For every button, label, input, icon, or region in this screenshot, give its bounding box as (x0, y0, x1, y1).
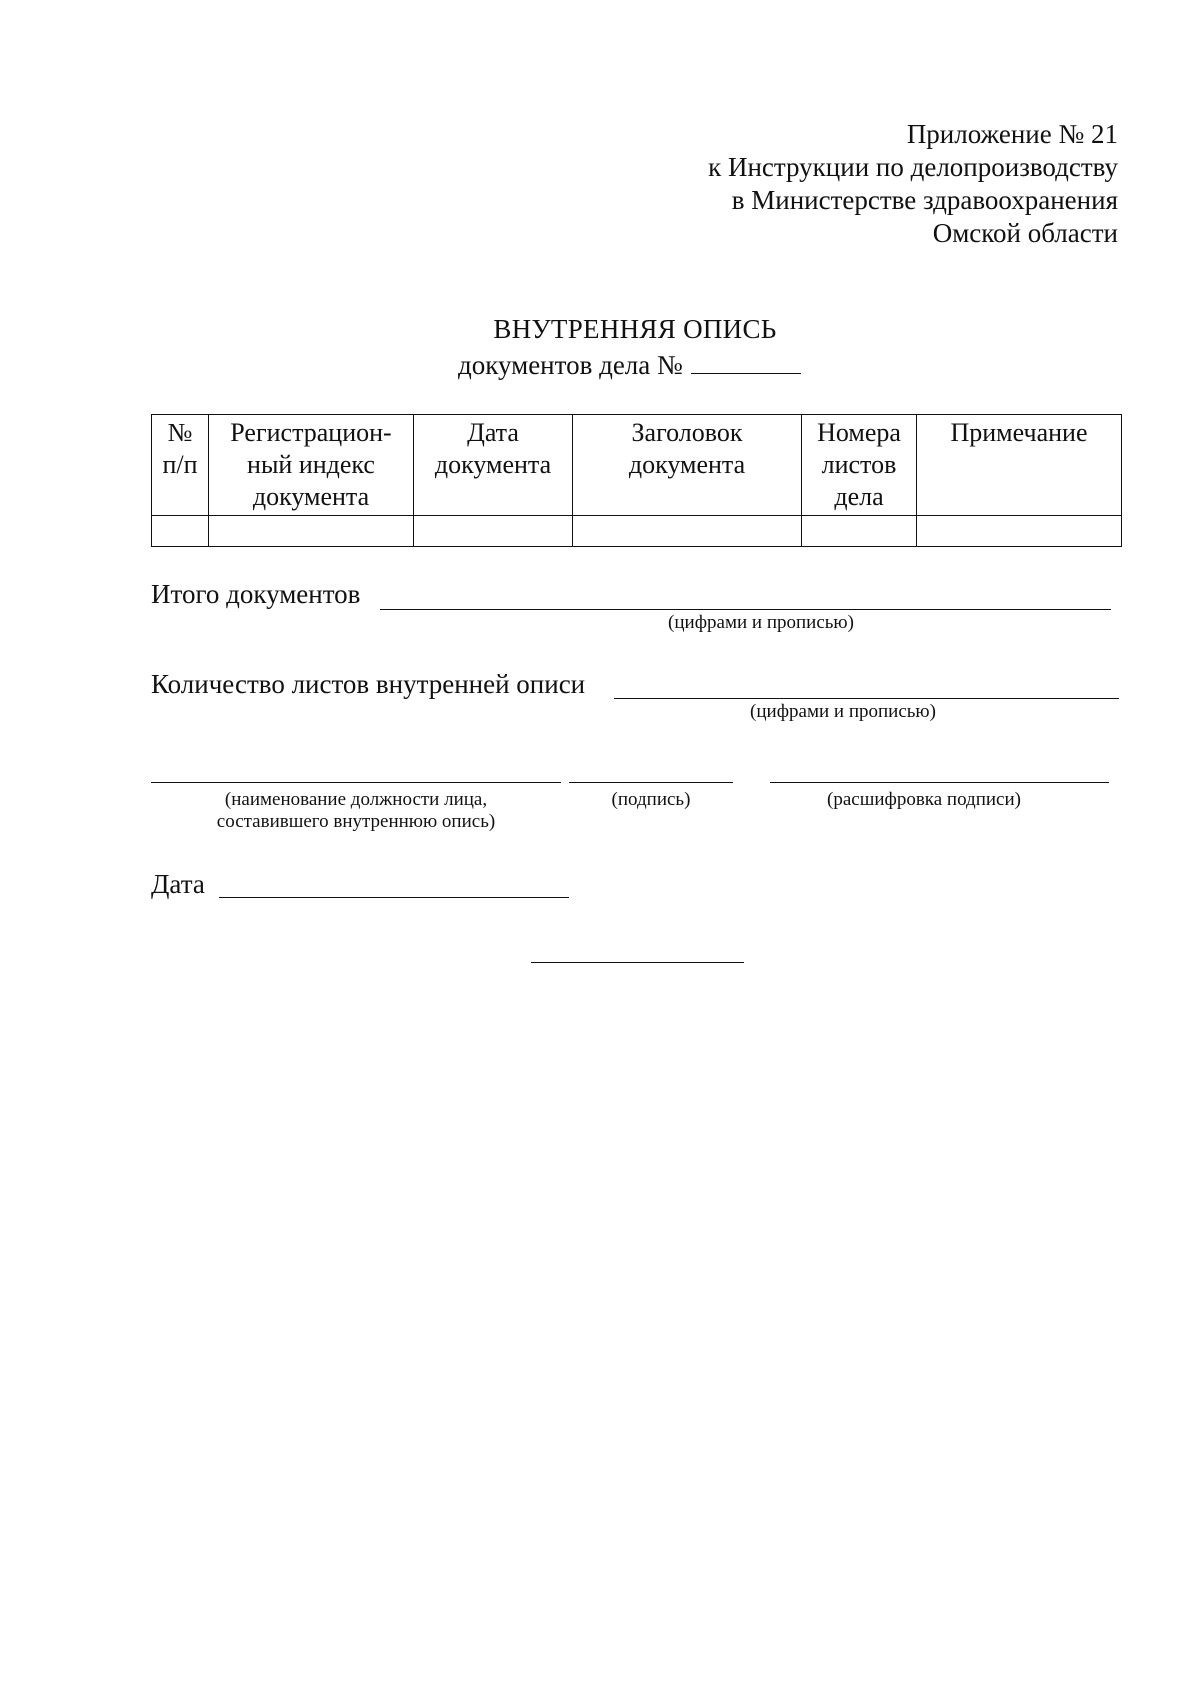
signature-field[interactable] (569, 782, 733, 783)
document-title: ВНУТРЕННЯЯ ОПИСЬ (493, 314, 777, 344)
cell-doc-title[interactable] (573, 516, 802, 547)
signature-hint: (подпись) (611, 789, 691, 810)
date-field[interactable] (219, 897, 569, 898)
cell-doc-date[interactable] (414, 516, 573, 547)
position-hint: (наименование должности лица, составившего внутреннюю опись) (216, 789, 496, 832)
header-doc-title: Заголовок документа (573, 415, 802, 516)
position-field[interactable] (151, 782, 561, 783)
header-doc-date: Дата документа (414, 415, 573, 516)
date-label: Дата (151, 869, 205, 899)
signature-decoding-hint: (расшифровка подписи) (827, 789, 1021, 810)
total-docs-label: Итого документов (151, 579, 361, 609)
cell-reg-index[interactable] (209, 516, 414, 547)
sheet-count-field[interactable] (614, 698, 1119, 699)
cell-note[interactable] (917, 516, 1122, 547)
header-sheet-numbers: Номера листов дела (802, 415, 917, 516)
end-separator (531, 962, 744, 963)
signature-decoding-field[interactable] (770, 782, 1109, 783)
total-docs-hint: (цифрами и прописью) (668, 612, 854, 633)
subtitle-text: документов дела № (458, 350, 683, 380)
attachment-number: Приложение № 21 (906, 119, 1118, 149)
sheet-count-hint: (цифрами и прописью) (750, 701, 936, 722)
inventory-table (151, 414, 1122, 547)
table-row (152, 516, 1122, 547)
table-header-row (152, 415, 1122, 516)
header-note: Примечание (917, 415, 1122, 516)
attachment-header (708, 118, 1118, 250)
total-docs-field[interactable] (380, 609, 1111, 610)
attachment-region: Омской области (932, 218, 1118, 248)
attachment-instruction: к Инструкции по делопроизводству (708, 152, 1118, 182)
cell-sheet-numbers[interactable] (802, 516, 917, 547)
header-number: № п/п (152, 415, 209, 516)
attachment-ministry: в Министерстве здравоохранения (731, 185, 1118, 215)
document-subtitle (458, 348, 801, 382)
cell-number[interactable] (152, 516, 209, 547)
header-reg-index: Регистрацион- ный индекс документа (209, 415, 414, 516)
case-number-field[interactable] (691, 349, 801, 374)
sheet-count-label: Количество листов внутренней описи (151, 669, 586, 699)
